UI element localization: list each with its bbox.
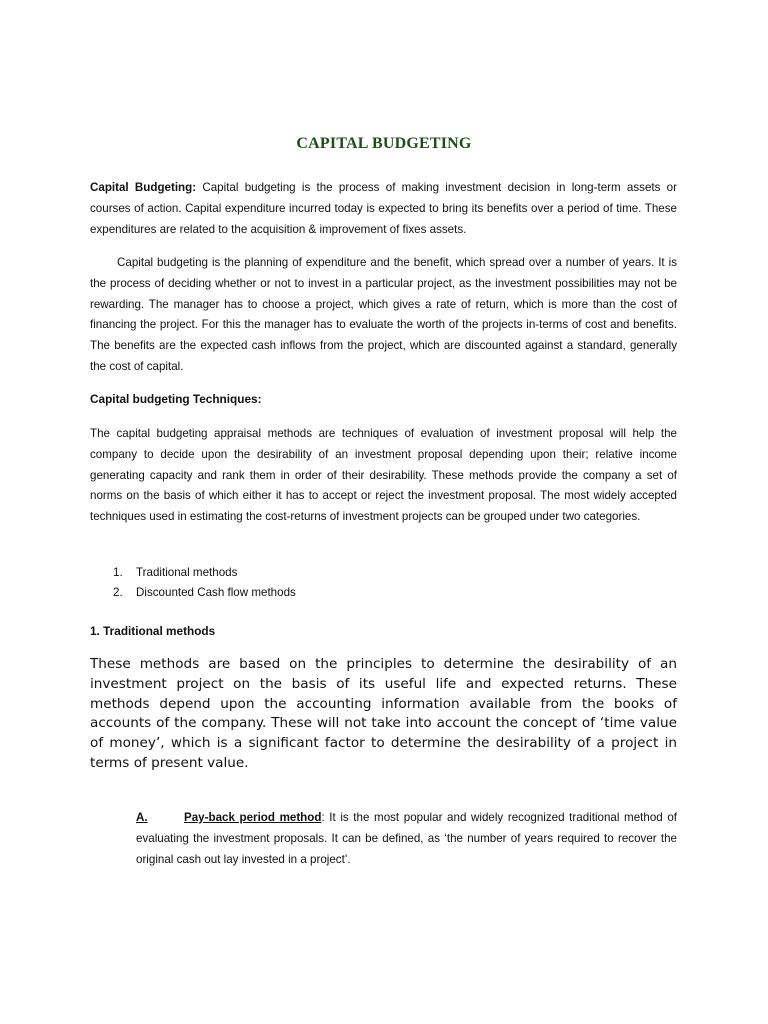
techniques-heading: Capital budgeting Techniques: bbox=[90, 392, 262, 406]
categories-list bbox=[90, 563, 677, 602]
method-text: : It is the most popular and widely recognized traditional method of evaluating the investment proposals. It can be defined, as ‘the number of years required to recover the original cash out lay invested in a project’. bbox=[136, 811, 677, 866]
list-item-number: 1. bbox=[113, 566, 123, 579]
list-item-label: Discounted Cash flow methods bbox=[136, 585, 296, 599]
intro-paragraph bbox=[90, 178, 677, 240]
method-letter: A. bbox=[136, 811, 148, 824]
intro-lead: Capital Budgeting: bbox=[90, 181, 197, 194]
payback-method-paragraph bbox=[136, 807, 677, 870]
list-item-number: 2. bbox=[113, 585, 123, 599]
list-item bbox=[90, 563, 677, 583]
list-item bbox=[90, 583, 677, 603]
traditional-methods-heading: 1. Traditional methods bbox=[90, 624, 216, 638]
techniques-paragraph: The capital budgeting appraisal methods are techniques of evaluation of investment proposal will help the company to decide upon the desirability of an investment proposal depending upon their; relative income generating capacity and rank them in order of their desirability. These methods provide the company a set of norms on the basis of which either it has to accept or reject the investment proposal. The most widely accepted techniques used in estimating the cost-returns of investment projects can be grouped under two categories. bbox=[90, 427, 677, 524]
document-title: CAPITAL BUDGETING bbox=[296, 134, 472, 152]
traditional-methods-paragraph: These methods are based on the principles to determine the desirability of an investment project on the basis of its useful life and expected returns. These methods depend upon the accounting information available from the books of accounts of the company. These will not take into account the concept of ‘time value of money’, which is a significant factor to determine the desirability of a project in terms of present value. bbox=[90, 656, 677, 771]
capital-budgeting-paragraph: Capital budgeting is the planning of expenditure and the benefit, which spread over a number of years. It is the process of deciding whether or not to invest in a particular project, as the investment possibilities may not be rewarding. The manager has to choose a project, which gives a rate of return, which is more than the cost of financing the project. For this the manager has to evaluate the worth of the projects in-terms of cost and benefits. The benefits are the expected cash inflows from the project, which are discounted against a standard, generally the cost of capital. bbox=[90, 256, 677, 373]
method-name: Pay-back period method bbox=[184, 811, 322, 824]
list-item-label: Traditional methods bbox=[136, 566, 238, 579]
intro-text: Capital budgeting is the process of making investment decision in long-term assets or courses of action. Capital expenditure incurred today is expected to bring its benefits over a period of time. These expenditures are related to the acquisition & improvement of fixes assets. bbox=[90, 181, 677, 236]
